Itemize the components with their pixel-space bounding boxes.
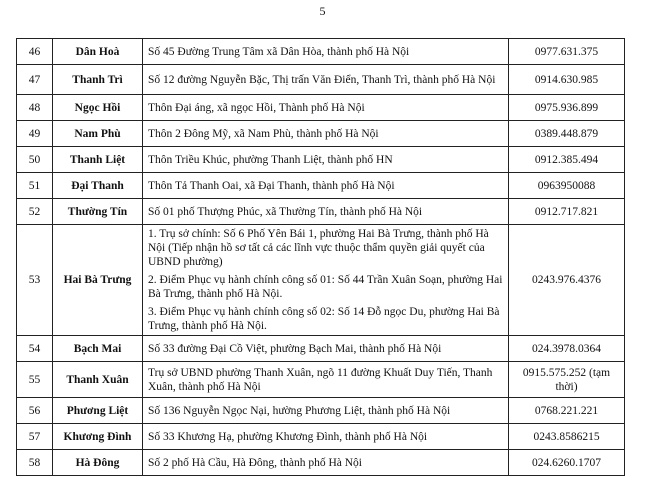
address-line: 1. Trụ sở chính: Số 6 Phố Yên Bái 1, phường Hai Bà Trưng, thành phố Hà Nội (Tiếp nhận hồ sơ tất cả các lĩnh vực thuộc thẩm quyền giải quyết của UBND phường): [148, 228, 489, 268]
phone-number: 0975.936.899: [509, 95, 625, 121]
table-row: [17, 173, 625, 199]
table-row: [17, 450, 625, 476]
ward-name: Hà Đông: [53, 450, 143, 476]
row-number: 47: [17, 65, 53, 95]
row-number: 52: [17, 199, 53, 225]
address-line: 2. Điểm Phục vụ hành chính công số 01: Số 44 Trần Xuân Soạn, phường Hai Bà Trưng, thành phố Hà Nội.: [148, 274, 503, 300]
phone-number: 024.6260.1707: [509, 450, 625, 476]
phone-number: 0389.448.879: [509, 121, 625, 147]
table-row: [17, 199, 625, 225]
phone-number: 0912.717.821: [509, 199, 625, 225]
ward-name: Thanh Trì: [53, 65, 143, 95]
ward-name: Phương Liệt: [53, 398, 143, 424]
ward-name: Thanh Liệt: [53, 147, 143, 173]
row-number: 51: [17, 173, 53, 199]
row-number: 48: [17, 95, 53, 121]
table-row: [17, 65, 625, 95]
table-row: [17, 362, 625, 398]
table-row: [17, 147, 625, 173]
address: Thôn 2 Đông Mỹ, xã Nam Phù, thành phố Hà Nội: [143, 121, 509, 147]
phone-number: 0915.575.252 (tạm thời): [509, 362, 625, 398]
phone-number: 0243.8586215: [509, 424, 625, 450]
ward-name: Khương Đình: [53, 424, 143, 450]
phone-number: 0977.631.375: [509, 39, 625, 65]
ward-name: Nam Phù: [53, 121, 143, 147]
address: Số 2 phố Hà Cầu, Hà Đông, thành phố Hà Nội: [143, 450, 509, 476]
table-row: [17, 39, 625, 65]
address: [143, 225, 509, 336]
address: Số 136 Nguyễn Ngọc Nại, hường Phương Liệt, thành phố Hà Nội: [143, 398, 509, 424]
ward-name: Ngọc Hồi: [53, 95, 143, 121]
phone-number: 024.3978.0364: [509, 336, 625, 362]
table-row: [17, 398, 625, 424]
address: Số 33 Khương Hạ, phường Khương Đình, thành phố Hà Nội: [143, 424, 509, 450]
address: Trụ sở UBND phường Thanh Xuân, ngõ 11 đường Khuất Duy Tiến, Thanh Xuân, thành phố Hà Nội: [143, 362, 509, 398]
row-number: 50: [17, 147, 53, 173]
phone-number: 0914.630.985: [509, 65, 625, 95]
row-number: 49: [17, 121, 53, 147]
page-number: 5: [319, 4, 326, 18]
ward-name: Đại Thanh: [53, 173, 143, 199]
row-number: 55: [17, 362, 53, 398]
address: Thôn Đại áng, xã ngọc Hồi, Thành phố Hà Nội: [143, 95, 509, 121]
phone-number: 0768.221.221: [509, 398, 625, 424]
table-row: [17, 424, 625, 450]
office-directory-table: [16, 38, 625, 476]
row-number: 54: [17, 336, 53, 362]
address: Thôn Triều Khúc, phường Thanh Liệt, thành phố HN: [143, 147, 509, 173]
address: Số 45 Đường Trung Tâm xã Dân Hòa, thành phố Hà Nội: [143, 39, 509, 65]
table-row: [17, 225, 625, 336]
row-number: 53: [17, 225, 53, 336]
address: Thôn Tả Thanh Oai, xã Đại Thanh, thành phố Hà Nội: [143, 173, 509, 199]
address: Số 01 phố Thượng Phúc, xã Thường Tín, thành phố Hà Nội: [143, 199, 509, 225]
table-row: [17, 95, 625, 121]
row-number: 58: [17, 450, 53, 476]
phone-number: 0912.385.494: [509, 147, 625, 173]
ward-name: Thường Tín: [53, 199, 143, 225]
table-row: [17, 121, 625, 147]
address-line: 3. Điểm Phục vụ hành chính công số 02: Số 14 Đỗ ngọc Du, phường Hai Bà Trưng, thành phố Hà Nội.: [148, 306, 500, 332]
row-number: 56: [17, 398, 53, 424]
phone-number: 0963950088: [509, 173, 625, 199]
ward-name: Thanh Xuân: [53, 362, 143, 398]
ward-name: Bạch Mai: [53, 336, 143, 362]
table-row: [17, 336, 625, 362]
phone-number: 0243.976.4376: [509, 225, 625, 336]
address: Số 33 đường Đại Cồ Việt, phường Bạch Mai, thành phố Hà Nội: [143, 336, 509, 362]
row-number: 57: [17, 424, 53, 450]
row-number: 46: [17, 39, 53, 65]
ward-name: Hai Bà Trưng: [53, 225, 143, 336]
address: Số 12 đường Nguyễn Bặc, Thị trấn Văn Điển, Thanh Trì, thành phố Hà Nội: [143, 65, 509, 95]
ward-name: Dân Hoà: [53, 39, 143, 65]
